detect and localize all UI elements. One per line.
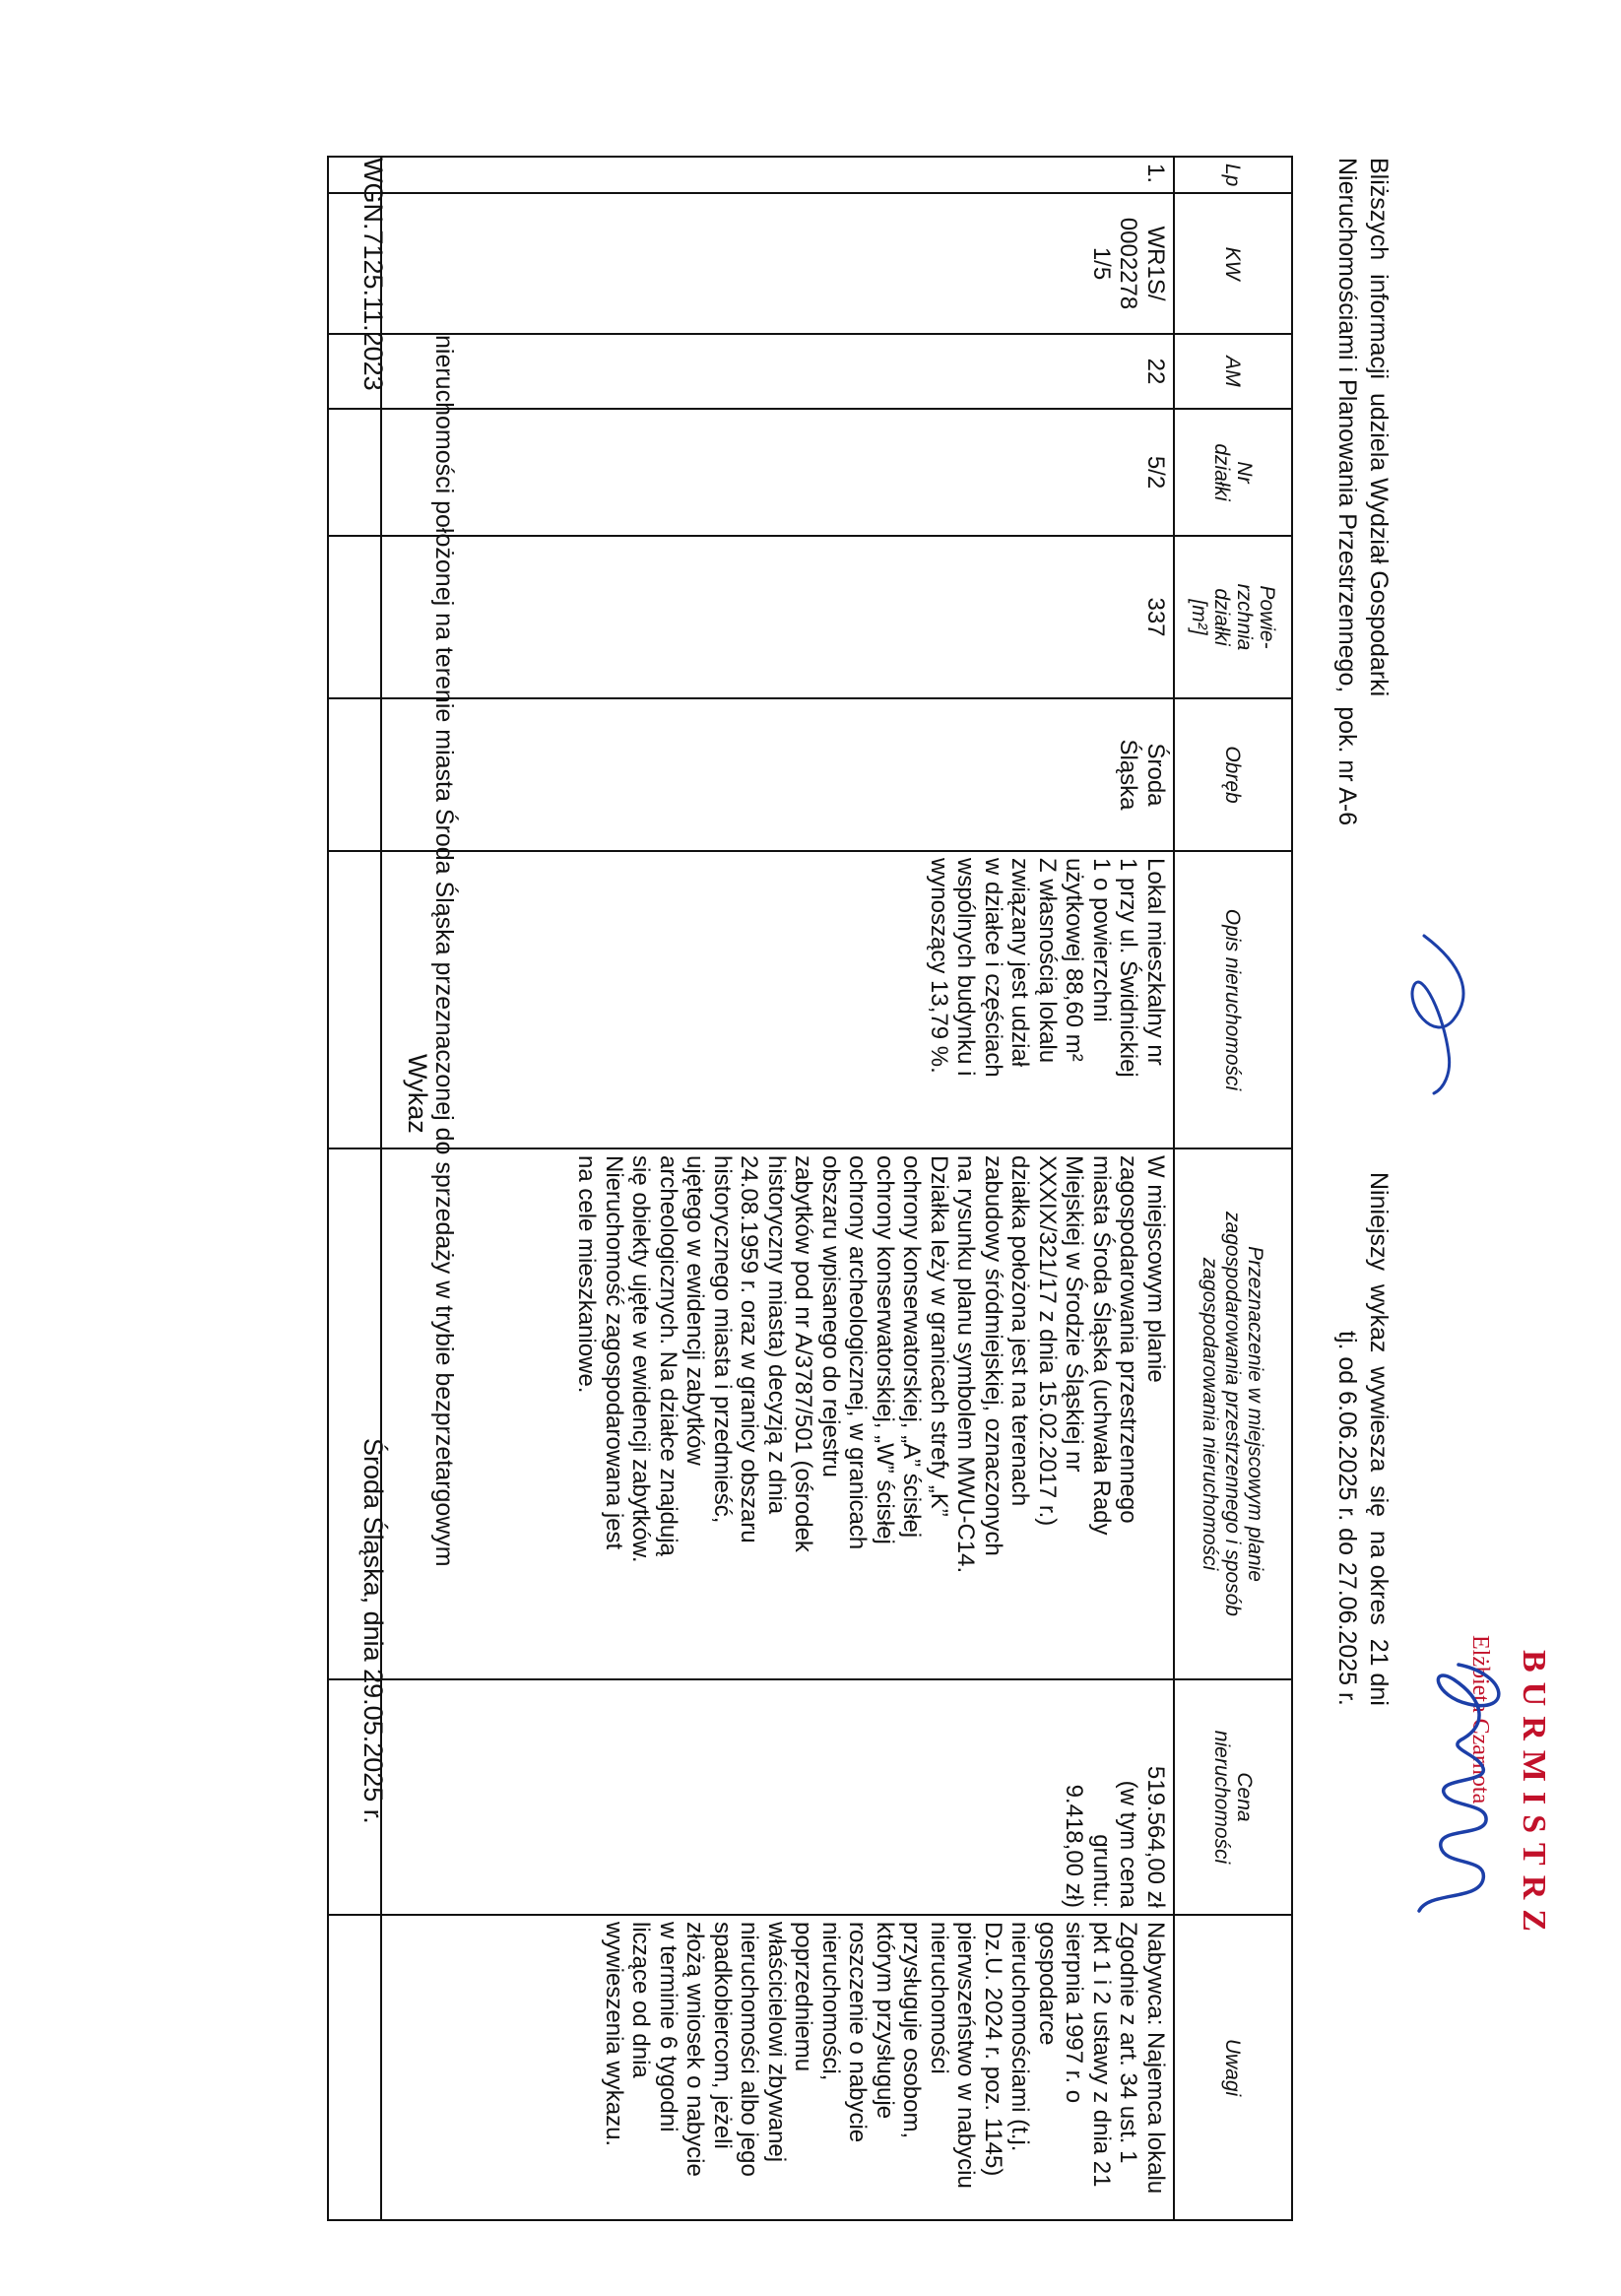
cell-plot-number: 5/2 (381, 409, 1174, 536)
display-period: Niniejszy wykaz wywiesza się na okres 21 dni tj. od 6.06.2025 r. do 27.06.2025 r. (1333, 1172, 1393, 1706)
reference-number: WGN.7125.11.2023 (358, 158, 388, 391)
header-price: Cena nieruchomości (1174, 1679, 1292, 1915)
table-row (381, 157, 1174, 2220)
header-kw: KW (1174, 193, 1292, 334)
cell-price: 519.564,00 zł (w tym cena gruntu: 9.418,00 zł) (381, 1679, 1174, 1915)
cell-plot-area: 337 (381, 536, 1174, 698)
initials-signature (1390, 926, 1483, 1103)
header-am: AM (1174, 334, 1292, 409)
header-precinct: Obręb (1174, 698, 1292, 851)
table-empty-row (328, 157, 381, 2220)
header-lp: Lp (1174, 157, 1292, 193)
cell-description: Lokal mieszkalny nr 1 przy ul. Świdnickiej 1 o powierzchni użytkowej 88,60 m² Z własnością lokalu związany jest udział w działce i częściach wspólnych budynku i wynoszący 13,79 %. (381, 851, 1174, 1148)
table-header-row (1174, 157, 1292, 2220)
cell-kw: WR1S/ 0002278 1/5 (381, 193, 1174, 334)
cell-remarks: Nabywca: Najemca lokalu Zgodnie z art. 34 ust. 1 pkt 1 i 2 ustawy z dnia 21 sierpnia 1997 r. o gospodarce nieruchomościami (t.j. Dz.U. 2024 r. poz. 1145) pierwszeństwo w nabyciu nieruchomości przysługuje osobom, którym przysługuje roszczenie o nabycie nieruchomości, poprzedniemu właścicielowi zbywanej nieruchomości albo jego spadkobiercom, jeżeli złożą wniosek o nabycie w terminie 6 tygodni liczące od dnia wywieszenia wykazu. (381, 1915, 1174, 2220)
header-remarks: Uwagi (1174, 1915, 1292, 2220)
header-plot-number: Nr działki (1174, 409, 1292, 536)
mayor-stamp-title: BURMISTRZ (1516, 1650, 1552, 1941)
cell-precinct: Środa Śląska (381, 698, 1174, 851)
header-purpose: Przeznaczenie w miejscowym planie zagospodarowania przestrzennego i sposób zagospodarowania nieruchomości (1174, 1148, 1292, 1679)
mayor-stamp-name: Elżbieta Czarnota (1467, 1635, 1493, 1804)
header-description: Opis nieruchomości (1174, 851, 1292, 1148)
property-table (327, 156, 1293, 2221)
document-title: Wykaz (403, 1054, 432, 1134)
header-plot-area: Powie- rzchnia działki [m²] (1174, 536, 1292, 698)
cell-lp: 1. (381, 157, 1174, 193)
contact-info: Bliższych informacji udziela Wydział Gospodarki Nieruchomościami i Planowania Przestrzennego, pok. nr A-6 (1333, 158, 1393, 826)
mayor-signature (1399, 1645, 1527, 1940)
cell-am: 22 (381, 334, 1174, 409)
cell-purpose: W miejscowym planie zagospodarowania przestrzennego miasta Środa Śląska (uchwała Rady Miejskiej w Środzie Śląskiej nr XXXIX/321/17 z dnia 15.02.2017 r.) działka położona jest na terenach zabudowy śródmiejskiej, oznaczonych na rysunku planu symbolem MWU-C14. Działka leży w granicach strefy „K” ochrony konserwatorskiej, „A” ścisłej ochrony konserwatorskiej, „W” ścisłej ochrony archeologicznej, w granicach obszaru wpisanego do rejestru zabytków pod nr A/3787/501 (ośrodek historyczny miasta) decyzją z dnia 24.08.1959 r. oraz w granicy obszaru historycznego miasta i przedmieść, ujętego w ewidencji zabytków archeologicznych. Na działce znajdują się obiekty ujęte w ewidencji zabytków. Nieruchomość zagospodarowana jest na cele mieszkaniowe. (381, 1148, 1174, 1679)
document-subtitle: nieruchomości położonej na terenie miasta Środa Śląska przeznaczonej do sprzedaży w trybie bezprzetargowym (430, 335, 458, 1567)
place-and-date: Środa Śląska, dnia 29.05.2025 r. (358, 1438, 388, 1824)
